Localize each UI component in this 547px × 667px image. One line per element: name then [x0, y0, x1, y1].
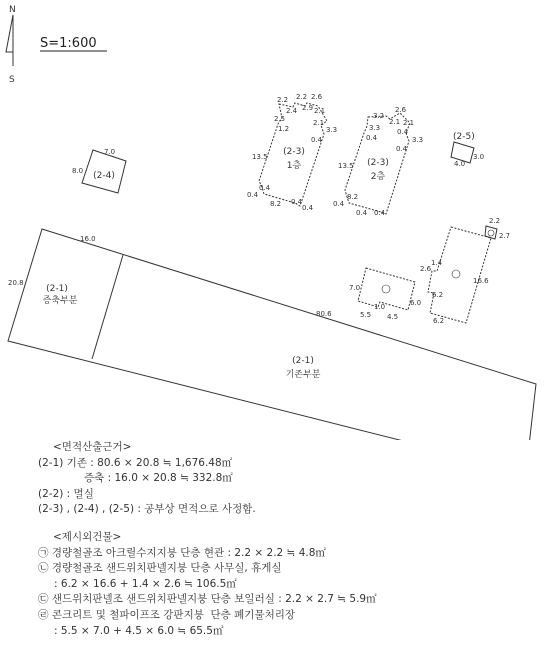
extra-line-5: ㉣ 콘크리트 및 철파이프조 강판지붕 단층 폐기물처리장 [38, 608, 296, 621]
dim-2f-c: 2.1 [389, 118, 401, 126]
annex-nieun-marker [452, 270, 460, 278]
extra-line-2: ㉡ 경량철골조 샌드위치판넬지붕 단층 사무실, 휴게실 [38, 562, 282, 575]
building-2-3-2f [333, 106, 423, 217]
dim-2f-f: 0.4 [397, 128, 409, 136]
dim-rieul-d: 4.5 [387, 313, 399, 321]
extra-line-4: ㉢ 샌드위치판넬조 샌드위치판넬지붕 단층 보일러실 : 2.2 × 2.7 ≒ 5.9㎡ [38, 593, 377, 606]
dim-1f-q: 0.4 [302, 204, 314, 212]
label-2-4: (2-4) [93, 171, 115, 181]
area-heading: <면적산출근거> [53, 441, 132, 453]
dim-1f-m: 0.4 [259, 184, 271, 192]
extra-line-1: ㉠ 경량철골조 아크릴수지지붕 단층 현관 : 2.2 × 2.2 ≒ 4.8㎡ [38, 546, 326, 559]
annex-giyeok [485, 217, 510, 240]
dim-nieun-c: 16.6 [473, 277, 489, 285]
annex-giyeok-marker [488, 230, 494, 236]
label-2-3-1f-floor: 1층 [286, 161, 302, 171]
dim-2f-a: 3.2 [373, 112, 385, 120]
south-label: S [9, 75, 15, 85]
dim-1f-n: 0.4 [247, 191, 259, 199]
dim-existing-width: 80.6 [316, 310, 332, 318]
dim-1f-o: 8.2 [270, 200, 282, 208]
dim-giyeok-a: 2.2 [489, 217, 501, 225]
annex-nieun-outline [428, 227, 491, 323]
label-2-3-2f-floor: 2층 [370, 172, 386, 182]
dim-2-4-width: 7.0 [104, 148, 116, 156]
dim-ext-width: 16.0 [80, 235, 96, 243]
dim-1f-i: 2.1 [313, 119, 325, 127]
label-2-1-ext-name: 증축부분 [42, 296, 78, 306]
label-2-1-existing-name: 기존부분 [285, 370, 321, 380]
dim-2f-b: 2.6 [395, 106, 407, 114]
dim-nieun-d: 6.2 [432, 291, 444, 299]
dim-1f-e: 2.9 [302, 104, 314, 112]
building-2-1 [8, 229, 536, 440]
label-2-3-2f-code: (2-3) [367, 158, 389, 168]
dim-2f-m: 0.4 [356, 209, 368, 217]
annex-rieul [349, 268, 421, 321]
dim-2f-k: 0.4 [333, 200, 345, 208]
dim-2f-d: 2.1 [403, 119, 415, 127]
area-line-extension: 증축 : 16.0 × 20.8 ≒ 332.8㎡ [84, 472, 233, 485]
dim-1f-p: 0.4 [291, 198, 303, 206]
north-arrow [6, 5, 16, 85]
dim-2f-n: 0.4 [374, 209, 386, 217]
dim-nieun-b: 2.6 [420, 265, 432, 273]
north-arrow-head [6, 15, 13, 52]
dim-giyeok-b: 2.7 [499, 232, 511, 240]
dim-1f-a: 2.2 [277, 96, 289, 104]
dim-1f-l: 13.5 [252, 153, 268, 161]
annex-rieul-marker [382, 285, 390, 293]
dim-nieun-a: 1.4 [431, 259, 443, 267]
dim-1f-h: 1.2 [278, 125, 290, 133]
area-line-demolished: (2-2) : 멸실 [38, 487, 94, 500]
extra-line-3: : 6.2 × 16.6 + 1.4 × 2.6 ≒ 106.5㎡ [54, 577, 237, 590]
dim-2f-j: 0.4 [396, 145, 408, 153]
area-line-existing: (2-1) 기존 : 80.6 × 20.8 ≒ 1,676.48㎡ [38, 456, 233, 469]
extra-heading: <제시외건물> [53, 530, 122, 543]
building-2-4 [72, 148, 126, 193]
dim-rieul-e: 6.0 [410, 299, 422, 307]
dim-2-4-height: 8.0 [72, 167, 84, 175]
dim-1f-d: 2.4 [286, 107, 298, 115]
dim-1f-g: 2.5 [274, 115, 286, 123]
dim-rieul-a: 7.0 [349, 284, 361, 292]
area-line-registry: (2-3) , (2-4) , (2-5) : 공부상 면적으로 사정함. [38, 503, 256, 516]
extra-line-6: : 5.5 × 7.0 + 4.5 × 6.0 ≒ 65.5㎡ [54, 624, 224, 637]
dim-1f-j: 3.3 [326, 126, 338, 134]
annex-giyeok-outline [485, 226, 497, 239]
dim-2f-i: 13.5 [338, 162, 354, 170]
spacer [38, 518, 543, 530]
dim-nieun-e: 6.2 [433, 317, 445, 325]
label-2-1-existing-code: (2-1) [292, 356, 314, 366]
dim-2f-e: 3.3 [412, 136, 424, 144]
dim-2f-l: 8.2 [347, 193, 359, 201]
dim-rieul-b: 1.0 [374, 303, 386, 311]
annex-rieul-outline [358, 268, 415, 310]
dim-2f-g: 3.3 [369, 124, 381, 132]
extension-divider [92, 255, 123, 359]
building-2-1-outline [8, 229, 536, 440]
dim-ext-height: 20.8 [8, 279, 24, 287]
dim-1f-f: 2.1 [314, 107, 326, 115]
label-2-3-1f-code: (2-3) [283, 147, 305, 157]
dim-2f-h: 0.4 [366, 134, 378, 142]
scale-label: S=1:600 [40, 36, 97, 51]
building-2-5 [451, 132, 484, 168]
dim-2-5-b: 4.0 [454, 160, 466, 168]
north-label: N [9, 5, 16, 15]
building-2-3-1f [247, 93, 337, 212]
dim-1f-c: 2.6 [311, 93, 323, 101]
annex-nieun [420, 227, 491, 325]
label-2-1-ext-code: (2-1) [46, 284, 68, 294]
area-notes [38, 440, 543, 639]
dim-2-5-a: 3.0 [473, 153, 485, 161]
dim-1f-b: 2.2 [296, 93, 308, 101]
dim-1f-k: 0.4 [311, 136, 323, 144]
label-2-5: (2-5) [453, 132, 475, 142]
dim-rieul-c: 5.5 [360, 311, 372, 319]
